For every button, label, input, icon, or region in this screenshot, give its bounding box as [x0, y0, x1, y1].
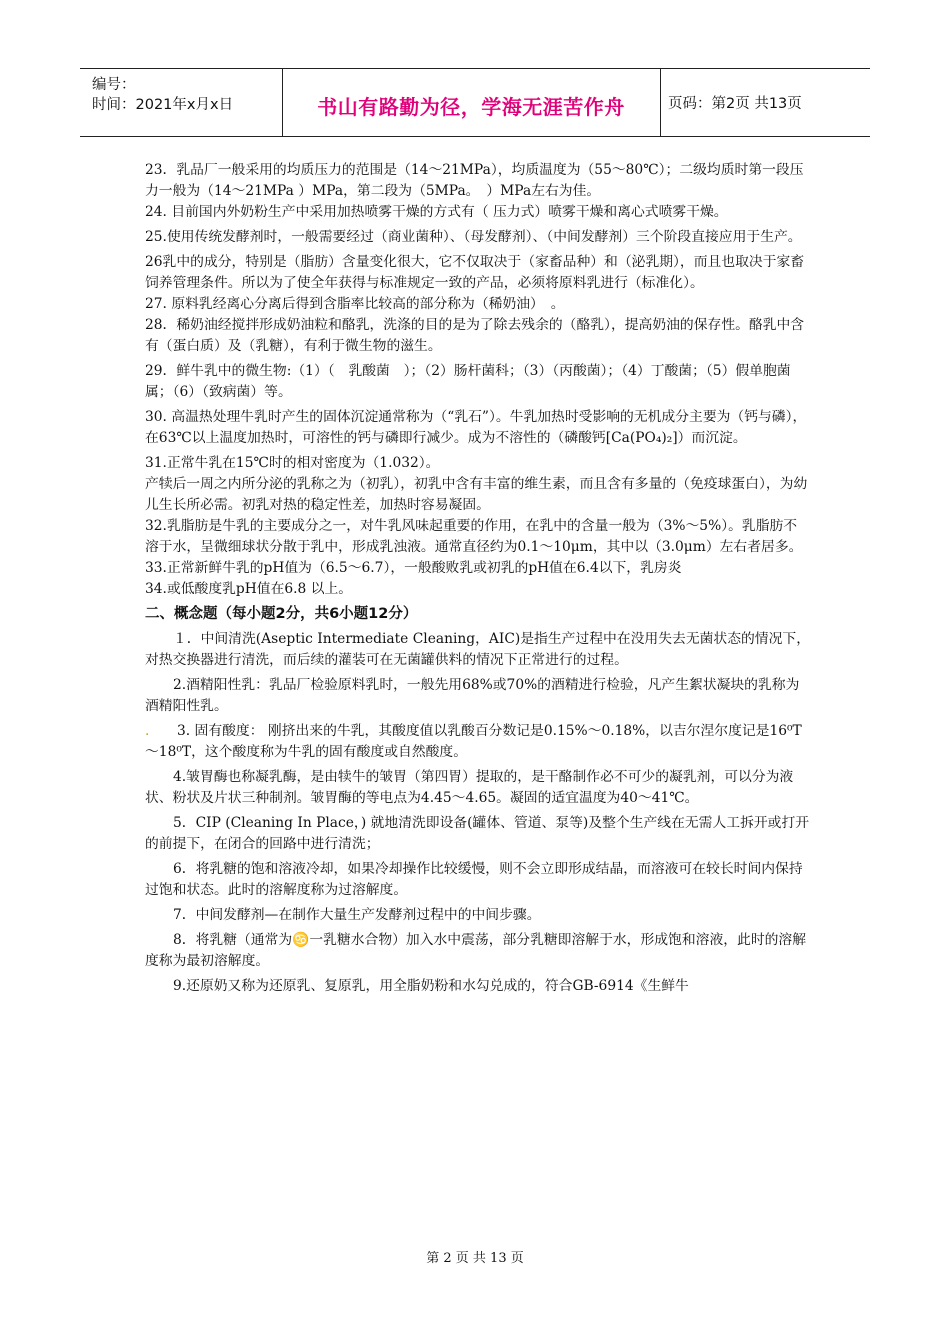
document-body: [145, 160, 810, 997]
page-info: 页码：第2页 共13页: [668, 96, 802, 112]
section-title: 二、概念题（每小题2分，共6小题12分）: [145, 606, 418, 622]
question-32: 32.乳脂肪是牛乳的主要成分之一，对牛乳风味起重要的作用，在乳中的含量一般为（3%～5%）。乳脂肪不溶于水，呈微细球状分散于乳中，形成乳浊液。通常直径约为0.1～10μm，其中以（3.0μm）左右者居多。: [145, 518, 803, 555]
concept-9: 9.还原奶又称为还原乳、复原乳，用全脂奶粉和水勾兑成的，符合GB-6914《生鲜牛: [173, 978, 689, 994]
question-30: 30. 高温热处理牛乳时产生的固体沉淀通常称为（“乳石”）。牛乳加热时受影响的无机成分主要为（钙与磷），在63℃以上温度加热时，可溶性的钙与磷即行减少。成为不溶性的（磷酸钙[Ca(PO₄)₂]）而沉淀。: [145, 409, 807, 446]
question-26: 26乳中的成分，特别是（脂肪）含量变化很大，它不仅取决于（家畜品种）和（泌乳期），而且也取决于家畜饲养管理条件。所以为了使全年获得与标准规定一致的产品，必须将原料乳进行（标准化）。: [145, 254, 805, 291]
concept-6: 6．将乳糖的饱和溶液冷却，如果冷却操作比较缓慢，则不会立即形成结晶，而溶液可在较长时间内保持过饱和状态。此时的溶解度称为过溶解度。: [145, 861, 803, 898]
concept-2: 2.酒精阳性乳：乳品厂检验原料乳时，一般先用68%或70%的酒精进行检验，凡产生絮状凝块的乳称为酒精阳性乳。: [145, 677, 800, 714]
motto: 书山有路勤为径，学海无涯苦作舟: [317, 95, 625, 119]
colostrum-note: 产犊后一周之内所分泌的乳称之为（初乳），初乳中含有丰富的维生素，而且含有多量的（免疫球蛋白），为幼儿生长所必需。初乳对热的稳定性差，加热时容易凝固。: [145, 476, 808, 513]
number-label: 编号：: [92, 77, 136, 93]
question-33: 33.正常新鲜牛乳的pH值为（6.5～6.7），一般酸败乳或初乳的pH值在6.4以下，乳房炎: [145, 560, 682, 576]
question-28: 28．稀奶油经搅拌形成奶油粒和酪乳，洗涤的目的是为了除去残余的（酪乳），提高奶油的保存性。酪乳中含有（蛋白质）及（乳糖），有利于微生物的滋生。: [145, 317, 805, 354]
header-motto-cell: [282, 69, 661, 136]
question-25: 25.使用传统发酵剂时，一般需要经过（商业菌种）、（母发酵剂）、（中间发酵剂）三个阶段直接应用于生产。: [145, 229, 802, 245]
concept-7: 7．中间发酵剂—在制作大量生产发酵剂过程中的中间步骤。: [173, 907, 541, 923]
header-meta: [80, 69, 283, 136]
concept-1: １．中间清洗(Aseptic Intermediate Cleaning，AIC)是指生产过程中在没用失去无菌状态的情况下，对热交换器进行清洗，而后续的灌装可在无菌罐供料的情况下正常进行的过程。: [145, 631, 810, 668]
concept-3: 3. 固有酸度： 刚挤出来的牛乳，其酸度值以乳酸百分数记是0.15%～0.18%，以吉尔涅尔度记是16⁰T～18⁰T，这个酸度称为牛乳的固有酸度或自然酸度。: [145, 723, 802, 760]
concept-5: 5．CIP (Cleaning In Place，) 就地清洗即设备(罐体、管道、泵等)及整个生产线在无需人工拆开或打开的前提下，在闭合的回路中进行清洗；: [145, 815, 810, 852]
concept-3-row: [145, 721, 810, 763]
page-footer: 第 2 页 共 13 页: [426, 1251, 524, 1266]
question-23: 23．乳品厂一般采用的均质压力的范围是（14～21MPa），均质温度为（55～80℃）；二级均质时第一段压力一般为（14～21MPa ）MPa，第二段为（5MPa。 ）MPa左右为佳。: [145, 162, 804, 199]
question-31: 31.正常牛乳在15℃时的相对密度为（1.032）。: [145, 455, 440, 471]
time-label: 时间：2021年x月x日: [92, 97, 234, 113]
question-27: 27. 原料乳经离心分离后得到含脂率比较高的部分称为（稀奶油） 。: [145, 296, 565, 312]
page-header: [80, 68, 870, 137]
question-34: 34.或低酸度乳pH值在6.8 以上。: [145, 581, 353, 597]
concept-4: 4.皱胃酶也称凝乳酶，是由犊牛的皱胃（第四胃）提取的，是干酪制作必不可少的凝乳剂，可以分为液状、粉状及片状三种制剂。皱胃酶的等电点为4.45～4.65。凝固的适宜温度为40～41℃。: [145, 769, 794, 806]
question-29: 29．鲜牛乳中的微生物:（1）（ 乳酸菌 ）；（2）肠杆菌科；（3）（丙酸菌）；（4）丁酸菌；（5）假单胞菌属；（6）（致病菌）等。: [145, 363, 791, 400]
concept-8: 8．将乳糖（通常为♋一乳糖水合物）加入水中震荡，部分乳糖即溶解于水，形成饱和溶液，此时的溶解度称为最初溶解度。: [145, 932, 807, 969]
bullet-dot: .: [145, 723, 150, 739]
question-24: 24. 目前国内外奶粉生产中采用加热喷雾干燥的方式有（ 压力式）喷雾干燥和离心式喷雾干燥。: [145, 204, 728, 220]
